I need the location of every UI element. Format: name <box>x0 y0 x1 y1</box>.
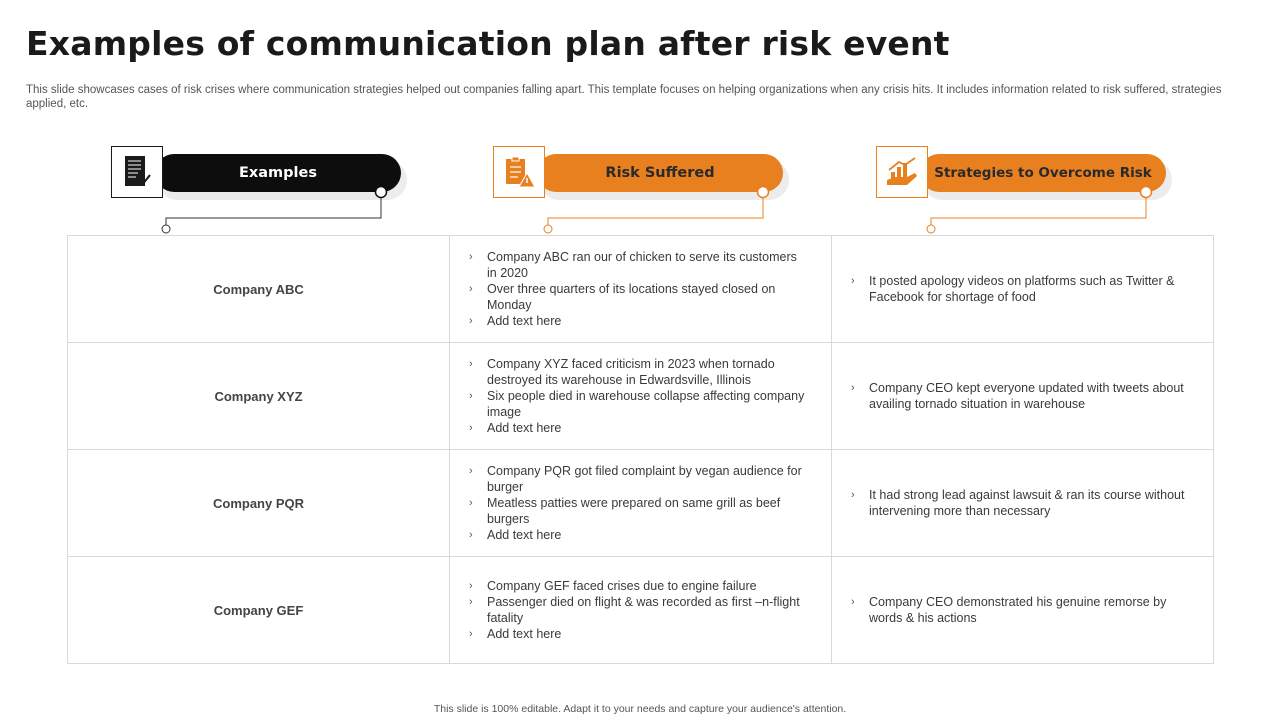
header-strategies <box>876 146 1176 241</box>
list-item: › Six people died in warehouse collapse affecting company image <box>487 388 805 420</box>
company-name: Company PQR <box>68 450 450 557</box>
page-title: Examples of communication plan after risk event <box>26 24 950 63</box>
list-item: › Add text here <box>487 313 805 329</box>
list-item: › Passenger died on flight & was recorded as first –n-flight fatality <box>487 594 805 626</box>
list-item: › It posted apology videos on platforms such as Twitter & Facebook for shortage of food <box>869 273 1187 305</box>
strategy-cell <box>832 236 1214 343</box>
risk-cell <box>450 343 832 450</box>
strategy-cell <box>832 557 1214 664</box>
page-subtitle: This slide showcases cases of risk crises where communication strategies helped out companies falling apart. This template focuses on helping organizations when any crisis hits. It includes information related to risk suffered, strategies applied, etc. <box>26 84 1222 110</box>
list-item: › Company GEF faced crises due to engine failure <box>487 578 805 594</box>
company-name: Company GEF <box>68 557 450 664</box>
examples-table <box>67 235 1214 664</box>
strategy-cell <box>832 343 1214 450</box>
hand-growth-chart-icon <box>876 146 928 198</box>
header-examples <box>111 146 411 241</box>
header-risk-suffered <box>493 146 793 241</box>
strategy-cell <box>832 450 1214 557</box>
header-examples-label: Examples <box>155 154 401 192</box>
risk-cell <box>450 557 832 664</box>
company-name: Company ABC <box>68 236 450 343</box>
header-strategies-label: Strategies to Overcome Risk <box>920 154 1166 192</box>
list-item: › Meatless patties were prepared on same grill as beef burgers <box>487 495 805 527</box>
checklist-warning-icon <box>493 146 545 198</box>
company-name: Company XYZ <box>68 343 450 450</box>
table-row <box>68 343 1214 450</box>
list-item: › Company CEO kept everyone updated with tweets about availing tornado situation in warehouse <box>869 380 1187 412</box>
list-item: › Add text here <box>487 420 805 436</box>
footer-note: This slide is 100% editable. Adapt it to your needs and capture your audience's attention. <box>433 703 847 715</box>
risk-cell <box>450 450 832 557</box>
list-item: › Company PQR got filed complaint by vegan audience for burger <box>487 463 805 495</box>
table-row <box>68 450 1214 557</box>
list-item: › Company CEO demonstrated his genuine remorse by words & his actions <box>869 594 1187 626</box>
list-item: › It had strong lead against lawsuit & ran its course without intervening more than necessary <box>869 487 1187 519</box>
table-row <box>68 557 1214 664</box>
list-item: › Add text here <box>487 527 805 543</box>
list-item: › Company ABC ran our of chicken to serve its customers in 2020 <box>487 249 805 281</box>
document-icon <box>111 146 163 198</box>
list-item: › Over three quarters of its locations stayed closed on Monday <box>487 281 805 313</box>
list-item: › Add text here <box>487 626 805 642</box>
list-item: › Company XYZ faced criticism in 2023 when tornado destroyed its warehouse in Edwardsville, Illinois <box>487 356 805 388</box>
header-risk-label: Risk Suffered <box>537 154 783 192</box>
table-row <box>68 236 1214 343</box>
risk-cell <box>450 236 832 343</box>
